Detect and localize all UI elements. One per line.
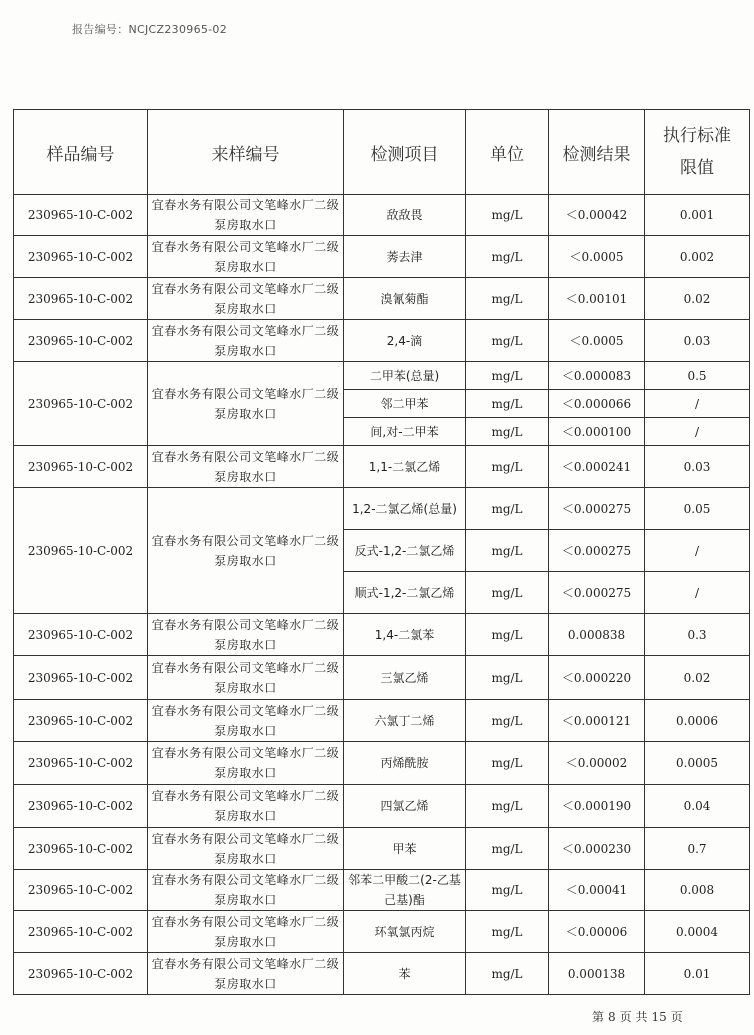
test-item-cell: 二甲苯(总量) <box>344 362 466 390</box>
limit-cell: 0.01 <box>645 953 750 995</box>
test-item-cell: 溴氰菊酯 <box>344 278 466 320</box>
test-item-cell: 丙烯酰胺 <box>344 742 466 785</box>
table-row <box>14 195 750 236</box>
footer-total-pages: 15 <box>651 1010 667 1024</box>
result-cell: ＜0.000190 <box>549 785 645 828</box>
test-item-cell: 莠去津 <box>344 236 466 278</box>
result-cell: ＜0.0005 <box>549 320 645 362</box>
source-id-cell: 宜春水务有限公司文笔峰水厂二级泵房取水口 <box>148 870 344 911</box>
test-item-cell: 顺式-1,2-二氯乙烯 <box>344 572 466 614</box>
test-item-cell: 1,4-二氯苯 <box>344 614 466 656</box>
unit-cell: mg/L <box>466 870 549 911</box>
table-row <box>14 656 750 700</box>
table-row <box>14 785 750 828</box>
test-item-cell: 四氯乙烯 <box>344 785 466 828</box>
result-cell: 0.000838 <box>549 614 645 656</box>
test-item-cell: 邻苯二甲酸二(2-乙基己基)酯 <box>344 870 466 911</box>
table-row <box>14 488 750 530</box>
result-cell: ＜0.000100 <box>549 418 645 446</box>
sample-id-cell: 230965-10-C-002 <box>14 785 148 828</box>
header-result: 检测结果 <box>549 110 645 195</box>
sample-id-cell: 230965-10-C-002 <box>14 488 148 614</box>
table-row <box>14 700 750 742</box>
limit-cell: 0.0006 <box>645 700 750 742</box>
test-item-cell: 六氯丁二烯 <box>344 700 466 742</box>
source-id-cell: 宜春水务有限公司文笔峰水厂二级泵房取水口 <box>148 742 344 785</box>
unit-cell: mg/L <box>466 700 549 742</box>
result-cell: ＜0.000275 <box>549 488 645 530</box>
unit-cell: mg/L <box>466 195 549 236</box>
source-id-cell: 宜春水务有限公司文笔峰水厂二级泵房取水口 <box>148 488 344 614</box>
limit-cell: 0.0005 <box>645 742 750 785</box>
limit-cell: 0.0004 <box>645 911 750 953</box>
result-cell: ＜0.00006 <box>549 911 645 953</box>
result-cell: ＜0.0005 <box>549 236 645 278</box>
limit-cell: 0.002 <box>645 236 750 278</box>
test-item-cell: 环氧氯丙烷 <box>344 911 466 953</box>
unit-cell: mg/L <box>466 785 549 828</box>
table-row <box>14 320 750 362</box>
test-item-cell: 甲苯 <box>344 828 466 870</box>
result-cell: ＜0.000275 <box>549 572 645 614</box>
sample-id-cell: 230965-10-C-002 <box>14 870 148 911</box>
header-limit-line1: 执行标准 <box>663 126 731 146</box>
limit-cell: 0.05 <box>645 488 750 530</box>
table-row <box>14 870 750 911</box>
limit-cell: 0.02 <box>645 656 750 700</box>
unit-cell: mg/L <box>466 572 549 614</box>
source-id-cell: 宜春水务有限公司文笔峰水厂二级泵房取水口 <box>148 362 344 446</box>
unit-cell: mg/L <box>466 953 549 995</box>
header-item: 检测项目 <box>344 110 466 195</box>
sample-id-cell: 230965-10-C-002 <box>14 236 148 278</box>
footer-page-number: 8 <box>608 1010 616 1024</box>
source-id-cell: 宜春水务有限公司文笔峰水厂二级泵房取水口 <box>148 278 344 320</box>
table-row <box>14 828 750 870</box>
result-cell: ＜0.000220 <box>549 656 645 700</box>
limit-cell: 0.04 <box>645 785 750 828</box>
unit-cell: mg/L <box>466 320 549 362</box>
result-cell: ＜0.000083 <box>549 362 645 390</box>
limit-cell: / <box>645 418 750 446</box>
unit-cell: mg/L <box>466 488 549 530</box>
unit-cell: mg/L <box>466 614 549 656</box>
table-row <box>14 953 750 995</box>
limit-cell: 0.5 <box>645 362 750 390</box>
header-source-id: 来样编号 <box>148 110 344 195</box>
header-sample-id: 样品编号 <box>14 110 148 195</box>
table-row <box>14 614 750 656</box>
test-item-cell: 1,1-二氯乙烯 <box>344 446 466 488</box>
result-cell: ＜0.000066 <box>549 390 645 418</box>
unit-cell: mg/L <box>466 530 549 572</box>
test-item-cell: 邻二甲苯 <box>344 390 466 418</box>
table-row <box>14 236 750 278</box>
test-item-cell: 间,对-二甲苯 <box>344 418 466 446</box>
sample-id-cell: 230965-10-C-002 <box>14 700 148 742</box>
result-cell: ＜0.000241 <box>549 446 645 488</box>
sample-id-cell: 230965-10-C-002 <box>14 362 148 446</box>
test-item-cell: 苯 <box>344 953 466 995</box>
result-cell: 0.000138 <box>549 953 645 995</box>
source-id-cell: 宜春水务有限公司文笔峰水厂二级泵房取水口 <box>148 195 344 236</box>
limit-cell: / <box>645 390 750 418</box>
sample-id-cell: 230965-10-C-002 <box>14 911 148 953</box>
source-id-cell: 宜春水务有限公司文笔峰水厂二级泵房取水口 <box>148 236 344 278</box>
unit-cell: mg/L <box>466 742 549 785</box>
source-id-cell: 宜春水务有限公司文笔峰水厂二级泵房取水口 <box>148 320 344 362</box>
sample-id-cell: 230965-10-C-002 <box>14 742 148 785</box>
sample-id-cell: 230965-10-C-002 <box>14 656 148 700</box>
limit-cell: / <box>645 572 750 614</box>
sample-id-cell: 230965-10-C-002 <box>14 828 148 870</box>
limit-cell: 0.7 <box>645 828 750 870</box>
source-id-cell: 宜春水务有限公司文笔峰水厂二级泵房取水口 <box>148 656 344 700</box>
source-id-cell: 宜春水务有限公司文笔峰水厂二级泵房取水口 <box>148 911 344 953</box>
source-id-cell: 宜春水务有限公司文笔峰水厂二级泵房取水口 <box>148 828 344 870</box>
result-cell: ＜0.00002 <box>549 742 645 785</box>
header-limit-line2: 限值 <box>680 158 714 178</box>
test-item-cell: 敌敌畏 <box>344 195 466 236</box>
footer-suffix: 页 <box>670 1010 683 1024</box>
source-id-cell: 宜春水务有限公司文笔峰水厂二级泵房取水口 <box>148 446 344 488</box>
sample-id-cell: 230965-10-C-002 <box>14 195 148 236</box>
unit-cell: mg/L <box>466 446 549 488</box>
sample-id-cell: 230965-10-C-002 <box>14 320 148 362</box>
source-id-cell: 宜春水务有限公司文笔峰水厂二级泵房取水口 <box>148 953 344 995</box>
sample-id-cell: 230965-10-C-002 <box>14 953 148 995</box>
report-number: 报告编号：NCJCZ230965-02 <box>72 23 228 36</box>
sample-id-cell: 230965-10-C-002 <box>14 278 148 320</box>
result-cell: ＜0.000275 <box>549 530 645 572</box>
footer-prefix: 第 <box>592 1010 605 1024</box>
footer-middle: 页 共 <box>619 1010 648 1024</box>
unit-cell: mg/L <box>466 656 549 700</box>
unit-cell: mg/L <box>466 390 549 418</box>
table-row <box>14 362 750 390</box>
test-item-cell: 1,2-二氯乙烯(总量) <box>344 488 466 530</box>
sample-id-cell: 230965-10-C-002 <box>14 446 148 488</box>
result-cell: ＜0.000121 <box>549 700 645 742</box>
limit-cell: 0.03 <box>645 446 750 488</box>
header-unit: 单位 <box>466 110 549 195</box>
limit-cell: 0.02 <box>645 278 750 320</box>
result-cell: ＜0.00042 <box>549 195 645 236</box>
source-id-cell: 宜春水务有限公司文笔峰水厂二级泵房取水口 <box>148 785 344 828</box>
table-row <box>14 742 750 785</box>
result-cell: ＜0.00101 <box>549 278 645 320</box>
limit-cell: 0.3 <box>645 614 750 656</box>
unit-cell: mg/L <box>466 236 549 278</box>
page-footer <box>590 1008 685 1025</box>
unit-cell: mg/L <box>466 911 549 953</box>
limit-cell: 0.008 <box>645 870 750 911</box>
unit-cell: mg/L <box>466 418 549 446</box>
sample-id-cell: 230965-10-C-002 <box>14 614 148 656</box>
limit-cell: / <box>645 530 750 572</box>
table-row <box>14 278 750 320</box>
result-cell: ＜0.00041 <box>549 870 645 911</box>
unit-cell: mg/L <box>466 278 549 320</box>
result-cell: ＜0.000230 <box>549 828 645 870</box>
test-item-cell: 2,4-滴 <box>344 320 466 362</box>
table-row <box>14 446 750 488</box>
test-item-cell: 反式-1,2-二氯乙烯 <box>344 530 466 572</box>
source-id-cell: 宜春水务有限公司文笔峰水厂二级泵房取水口 <box>148 700 344 742</box>
table-row <box>14 911 750 953</box>
results-table <box>13 109 750 995</box>
test-item-cell: 三氯乙烯 <box>344 656 466 700</box>
unit-cell: mg/L <box>466 362 549 390</box>
header-row <box>14 110 750 195</box>
header-limit <box>645 110 750 195</box>
unit-cell: mg/L <box>466 828 549 870</box>
limit-cell: 0.001 <box>645 195 750 236</box>
limit-cell: 0.03 <box>645 320 750 362</box>
source-id-cell: 宜春水务有限公司文笔峰水厂二级泵房取水口 <box>148 614 344 656</box>
